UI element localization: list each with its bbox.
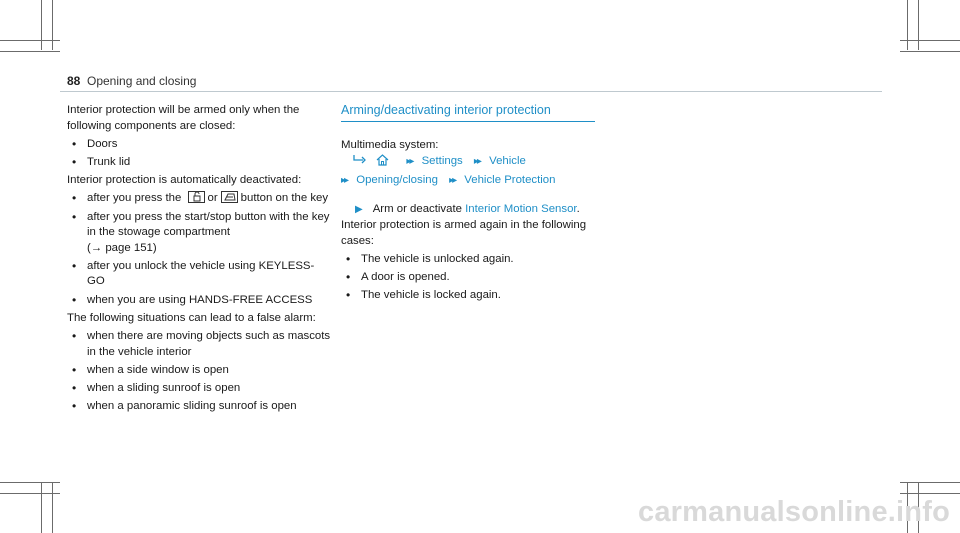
home-icon[interactable]: [376, 154, 389, 172]
list-item: • when a side window is open: [72, 362, 229, 377]
crop-mark: [0, 482, 60, 483]
auto-deactivate-text: Interior protection is automatically deactivated:: [67, 174, 302, 187]
list-item: • after you press the or button on the key: [72, 191, 329, 206]
rearm-intro: Interior protection is armed again in the following cases:: [341, 218, 587, 247]
list-item: • Trunk lid: [72, 154, 131, 169]
crop-mark: [0, 493, 60, 494]
crop-mark: [900, 40, 960, 41]
double-chevron-icon: ▸▸: [449, 174, 456, 186]
watermark: carmanualsonline.info: [638, 496, 950, 528]
list-item: • when there are moving objects such as mascots in the vehicle interior: [72, 329, 331, 358]
crop-mark: [0, 40, 60, 41]
list-item: • when a panoramic sliding sunroof is open: [72, 399, 297, 414]
crop-mark: [41, 482, 42, 533]
crop-mark: [900, 493, 960, 494]
unlock-key-icon: [188, 191, 205, 203]
list-item: • after you unlock the vehicle using KEYLESS-GO: [72, 258, 315, 288]
trunk-key-icon: [221, 191, 238, 203]
false-alarm-intro: The following situations can lead to a false alarm:: [67, 312, 316, 325]
page-reference[interactable]: (→ page 151): [87, 241, 157, 254]
double-chevron-icon: ▸▸: [341, 174, 348, 186]
crop-mark: [900, 51, 960, 52]
list-item: • Doors: [72, 136, 118, 151]
list-item: • A door is opened.: [346, 269, 450, 284]
section-title: Opening and closing: [87, 74, 197, 88]
menu-path-arrow-icon: [353, 154, 367, 171]
list-item: • when you are using HANDS-FREE ACCESS: [72, 292, 313, 307]
instruction-step: ▶ Arm or deactivate Interior Motion Sensor.: [355, 203, 580, 216]
menu-path-line: [341, 173, 606, 189]
instruction-arrow-icon: ▶: [355, 204, 363, 216]
double-chevron-icon: ▸▸: [406, 156, 413, 168]
crop-mark: [907, 0, 908, 50]
crop-mark: [52, 482, 53, 533]
interior-motion-sensor-link[interactable]: Interior Motion Sensor: [465, 203, 577, 216]
crop-mark: [918, 0, 919, 50]
double-chevron-icon: ▸▸: [473, 156, 480, 168]
menu-settings[interactable]: Settings: [421, 155, 463, 168]
menu-vehicle-protection[interactable]: Vehicle Protection: [464, 173, 556, 186]
crop-mark: [52, 0, 53, 50]
crop-mark: [900, 482, 960, 483]
list-item: • The vehicle is unlocked again.: [346, 251, 514, 266]
section-heading: Arming/deactivating interior protection: [341, 103, 551, 117]
crop-mark: [0, 51, 60, 52]
left-column: [67, 103, 332, 417]
intro-text: Interior protection will be armed only when the following components are closed:: [67, 104, 300, 132]
crop-mark: [41, 0, 42, 50]
section-heading-underline: [341, 121, 595, 122]
menu-opening-closing[interactable]: Opening/closing: [356, 173, 438, 186]
list-item: • after you press the start/stop button with the key in the stowage compartment (→ page 151): [72, 209, 330, 254]
system-label: Multimedia system:: [341, 138, 439, 151]
page-number: 88: [67, 74, 81, 88]
right-column: [341, 103, 606, 306]
header-divider: [60, 91, 882, 92]
menu-vehicle[interactable]: Vehicle: [489, 155, 526, 168]
list-item: • when a sliding sunroof is open: [72, 381, 241, 395]
list-item: • The vehicle is locked again.: [346, 287, 501, 302]
menu-path-line: [341, 154, 606, 172]
